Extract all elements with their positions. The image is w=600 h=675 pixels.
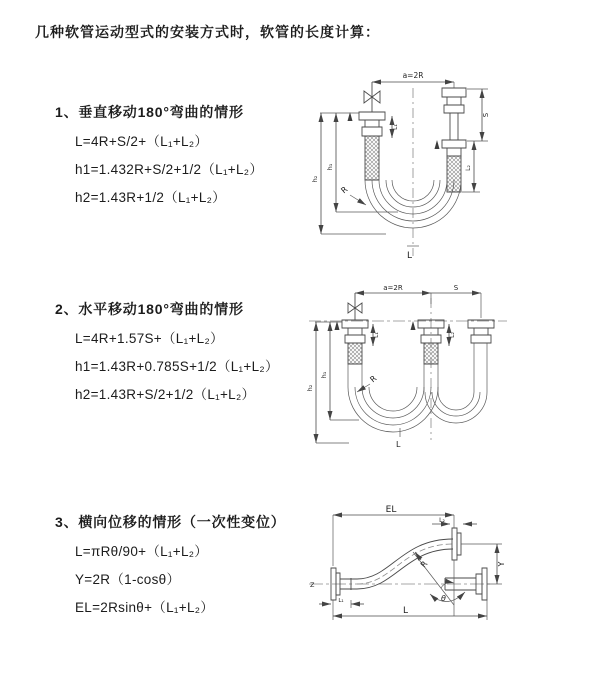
- datum-arrow-right: [435, 140, 440, 149]
- formula-line: h1=1.432R+S/2+1/2（L₁+L₂）: [75, 162, 264, 177]
- hose-braided-middle: [424, 343, 438, 364]
- dim-label-y: Y: [497, 561, 506, 567]
- section-vertical-bend: [55, 102, 263, 212]
- left-flange-fitting: [342, 320, 368, 343]
- valve-icon: [364, 82, 380, 112]
- break-mark: Z: [310, 581, 315, 589]
- hose-braided-right: [447, 156, 461, 192]
- dim-label-l2: L₂: [439, 517, 445, 524]
- right-flange-fitting-upper: [442, 88, 466, 140]
- section-3-formulas: [75, 538, 286, 622]
- datum-arrow-left: [335, 321, 340, 330]
- u-bend-arcs-position-1: [348, 364, 438, 432]
- left-flange-fitting: [359, 112, 385, 136]
- dim-label-h1: h₁: [320, 371, 328, 379]
- right-flange-fitting-lower: [442, 140, 466, 156]
- dim-label-l1: L₁: [338, 598, 344, 604]
- hose-braided-left: [365, 136, 379, 180]
- u-bend-arcs-position-2: [425, 392, 487, 423]
- formula-line: EL=2Rsinθ+（L₁+L₂）: [75, 600, 215, 615]
- section-horizontal-bend: [55, 299, 279, 409]
- dim-label-l2: L₂: [465, 165, 472, 171]
- formula-line: h2=1.43R+1/2（L₁+L₂）: [75, 190, 226, 205]
- section-lateral-displacement: [55, 512, 286, 622]
- length-label: L: [407, 251, 413, 261]
- right-flange-fitting-moved: [468, 320, 494, 392]
- dim-label-l1: L₁: [392, 124, 399, 130]
- formula-line: h2=1.43R+S/2+1/2（L₁+L₂）: [75, 387, 256, 402]
- diagram-horizontal-180-bend: [301, 280, 599, 475]
- page-title: 几种软管运动型式的安装方式时，软管的长度计算：: [35, 24, 380, 40]
- theta-angle-arc: [441, 583, 454, 588]
- dim-label-h1: h₁: [326, 163, 334, 171]
- diagram-vertical-180-bend: [306, 64, 586, 264]
- formula-line: L=4R+1.57S+（L₁+L₂）: [75, 331, 224, 346]
- dim-label-a2r: a=2R: [402, 71, 424, 80]
- valve-icon: [348, 293, 362, 320]
- formula-line: L=4R+S/2+（L₁+L₂）: [75, 134, 209, 149]
- diagram-lateral-displacement: [295, 502, 600, 647]
- dim-label-l1: L₁: [373, 332, 380, 338]
- section-2-formulas: [75, 325, 279, 409]
- dim-label-s: S: [482, 112, 490, 118]
- length-label: L: [403, 606, 409, 616]
- section-2-heading: 2、水平移动180°弯曲的情形: [55, 301, 244, 317]
- formula-line: Y=2R（1-cosθ）: [75, 572, 181, 587]
- dim-label-s: S: [453, 284, 459, 292]
- section-1-heading: 1、垂直移动180°弯曲的情形: [55, 104, 244, 120]
- radius-leader: [357, 384, 370, 392]
- radius-label: R: [418, 559, 430, 570]
- datum-arrow-middle: [411, 321, 416, 330]
- radius-label: R: [368, 373, 379, 385]
- dim-label-l2: L₂: [449, 332, 456, 338]
- radius-leader: [350, 195, 366, 205]
- dim-label-a2r: a=2R: [383, 284, 403, 292]
- dim-label-h2: h₂: [306, 384, 314, 392]
- hose-braided-left: [348, 343, 362, 364]
- formula-line: h1=1.43R+0.785S+1/2（L₁+L₂）: [75, 359, 279, 374]
- section-3-heading: 3、横向位移的情形（一次性变位）: [55, 514, 286, 530]
- section-1-formulas: [75, 128, 263, 212]
- radius-label: R: [339, 184, 350, 196]
- length-label: L: [396, 440, 401, 449]
- upper-right-flange-fitting: [452, 528, 461, 560]
- s-curve-hose: [357, 539, 453, 589]
- dim-label-h2: h₂: [311, 175, 319, 183]
- dim-label-el: EL: [385, 505, 397, 515]
- theta-label: θ: [441, 594, 446, 603]
- formula-line: L=πRθ/90+（L₁+L₂）: [75, 544, 209, 559]
